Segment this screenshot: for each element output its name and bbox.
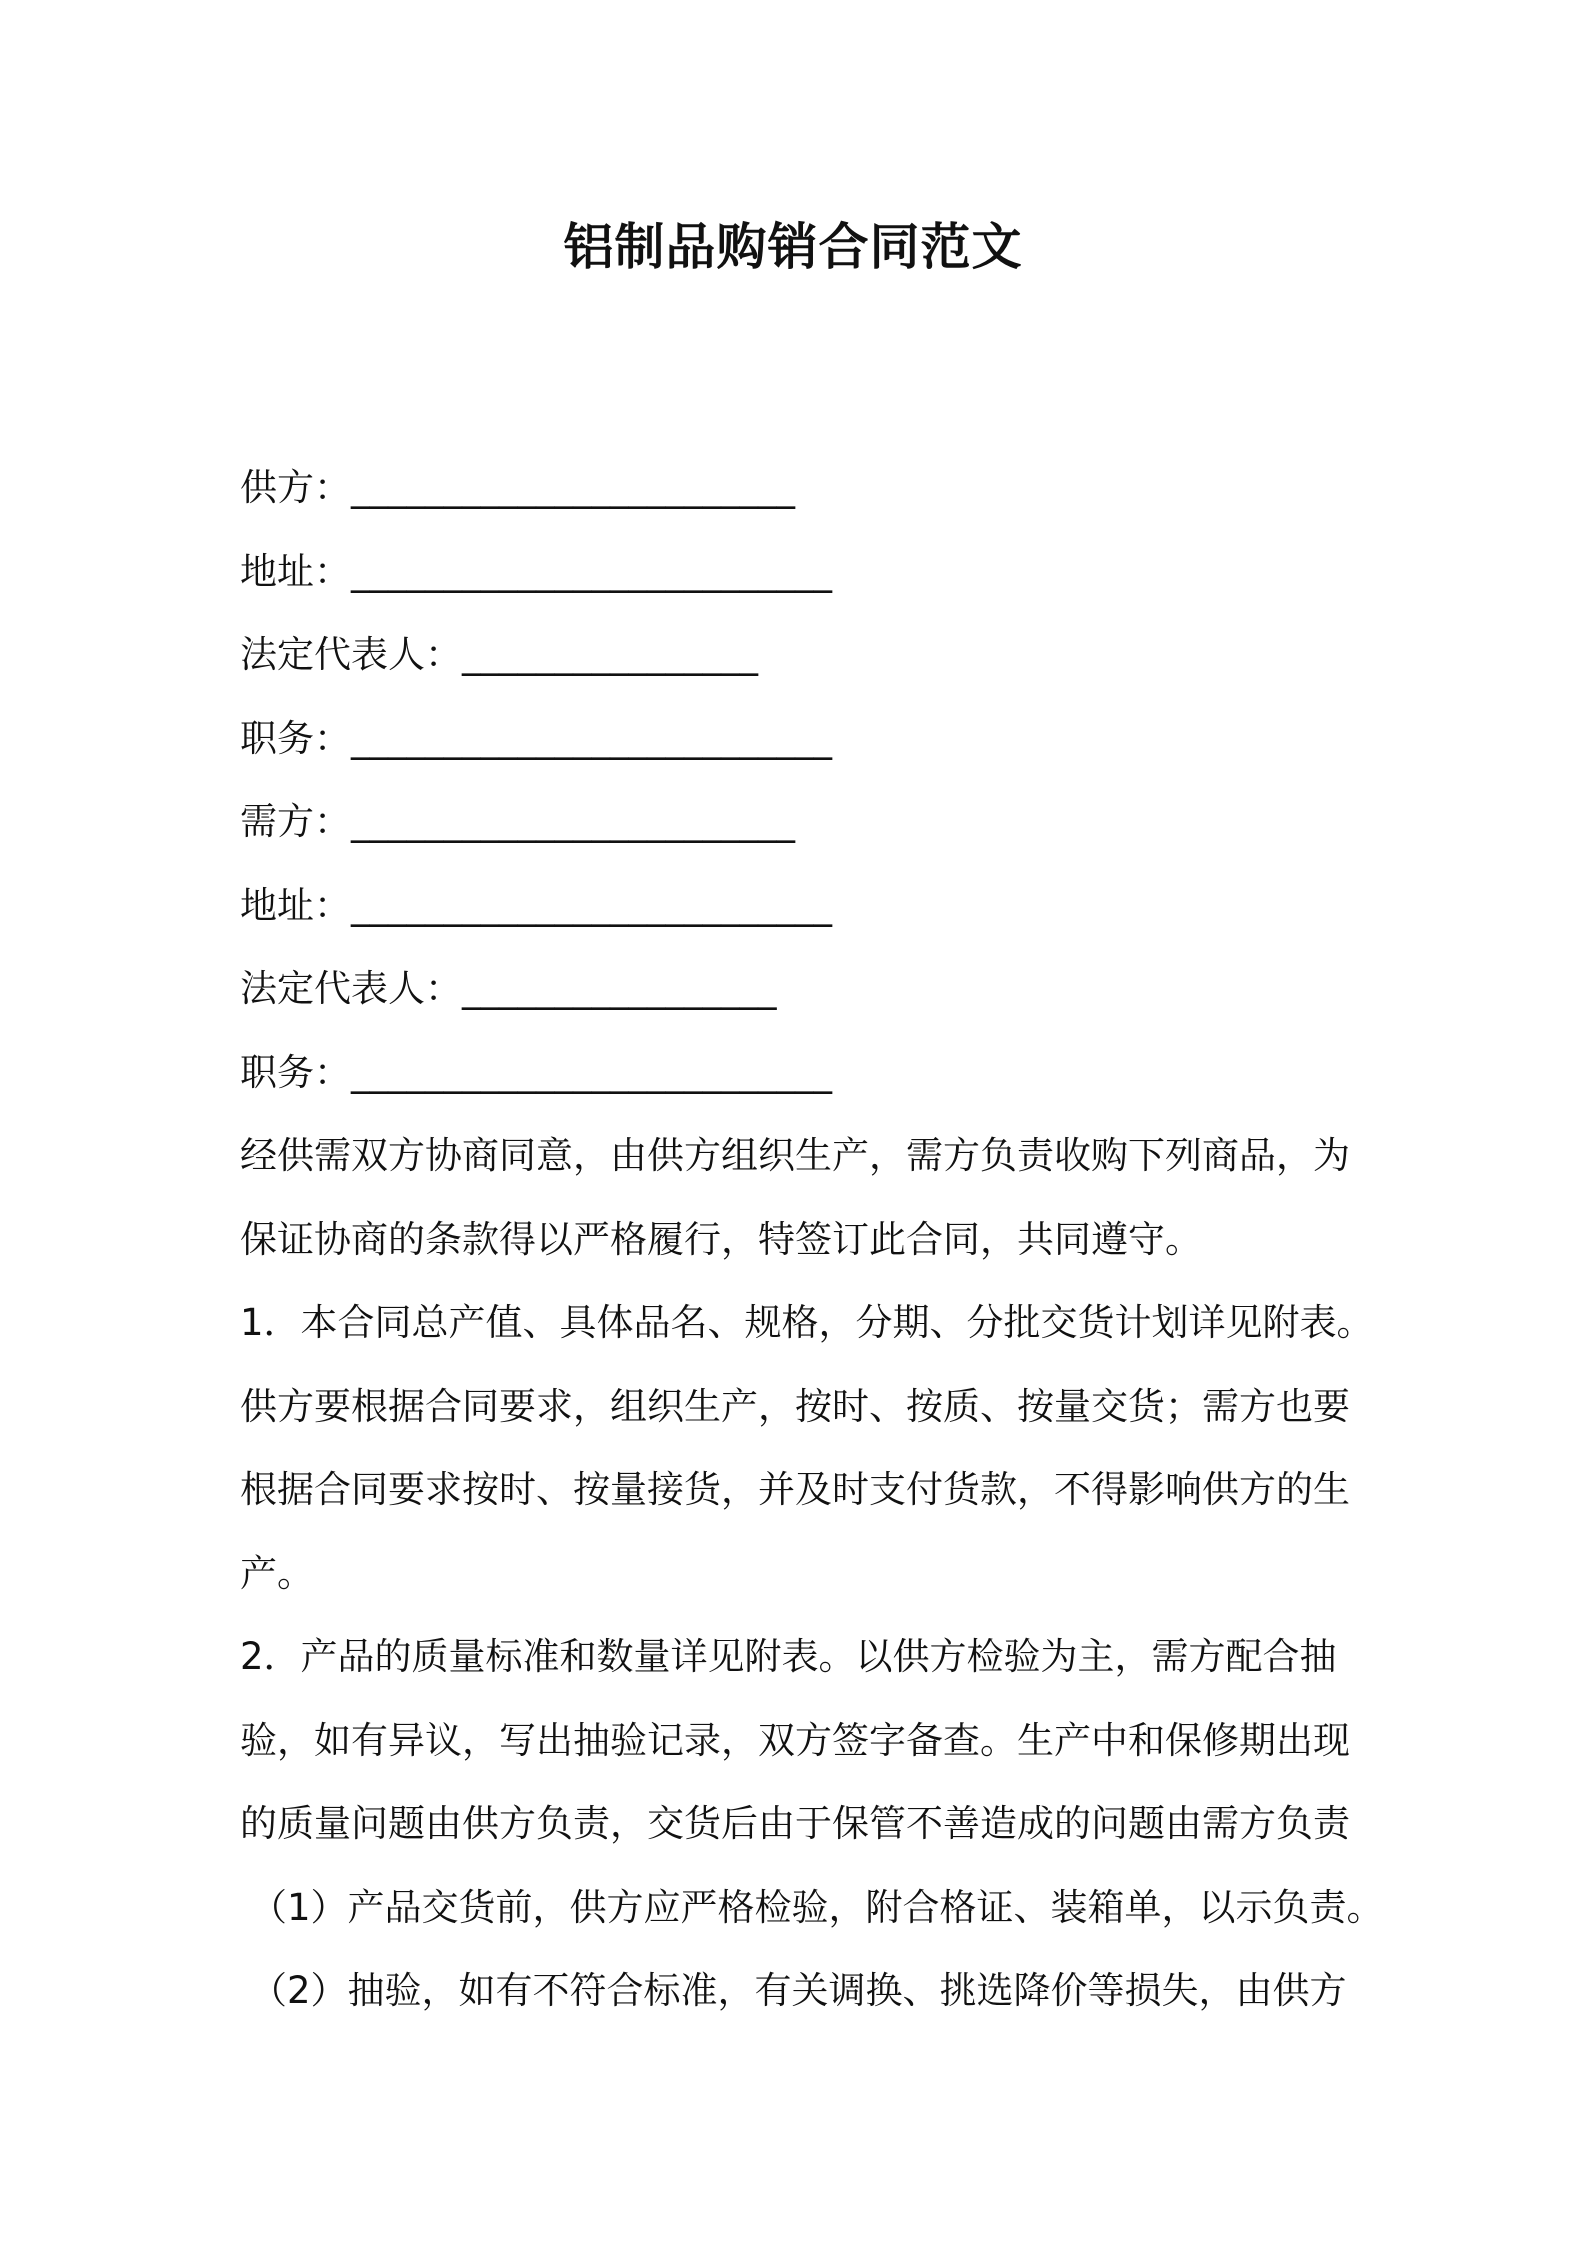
- field-label: 地址：: [240, 883, 351, 927]
- field-supplier-address: [240, 530, 1370, 614]
- field-blank: __________________________: [351, 883, 832, 927]
- field-blank: ________________________: [351, 800, 795, 843]
- paragraph-line: 经供需双方协商同意，由供方组织生产，需方负责收购下列商品，为: [240, 1134, 1350, 1177]
- field-supplier-position: [240, 697, 1370, 781]
- field-blank: _________________: [462, 967, 777, 1010]
- field-blank: __________________________: [351, 716, 832, 760]
- paragraph-line: 保证协商的条款得以严格履行，特签订此合同，共同遵守。: [240, 1217, 1202, 1261]
- field-blank: __________________________: [351, 549, 832, 593]
- field-blank: ________________________: [351, 466, 795, 509]
- field-label: 职务：: [240, 716, 351, 760]
- field-buyer-address: [240, 864, 1370, 948]
- field-label: 地址：: [240, 549, 351, 593]
- field-label: 职务：: [240, 1050, 351, 1094]
- clause-1-line: 1．本合同总产值、具体品名、规格，分期、分批交货计划详见附表。: [240, 1301, 1374, 1344]
- field-label: 法定代表人：: [240, 967, 462, 1010]
- sub-clause-1-line: （1）产品交货前，供方应严格检验，附合格证、装箱单，以示负责。: [250, 1885, 1384, 1929]
- clause-1-line: 根据合同要求按时、按量接货，并及时支付货款，不得影响供方的生: [240, 1468, 1350, 1511]
- field-blank: ________________: [462, 633, 758, 676]
- field-label: 需方：: [240, 800, 351, 843]
- field-supplier: [240, 446, 1370, 530]
- clause-2-line: 2．产品的质量标准和数量详见附表。以供方检验为主，需方配合抽: [240, 1635, 1337, 1678]
- clause-2-line: 的质量问题由供方负责，交货后由于保管不善造成的问题由需方负责: [240, 1802, 1350, 1845]
- sub-clause-2-line: （2）抽验，如有不符合标准，有关调换、挑选降价等损失，由供方: [250, 1969, 1347, 2012]
- field-label: 供方：: [240, 466, 351, 509]
- field-buyer-position: [240, 1031, 1370, 1115]
- field-blank: __________________________: [351, 1050, 832, 1094]
- field-label: 法定代表人：: [240, 633, 462, 676]
- field-buyer-representative: [240, 947, 1370, 1031]
- document-body: [240, 446, 1384, 2033]
- field-buyer: [240, 780, 1370, 864]
- clause-2-line: 验，如有异议，写出抽验记录，双方签字备查。生产中和保修期出现: [240, 1718, 1350, 1762]
- clause-1-line: 供方要根据合同要求，组织生产，按时、按质、按量交货；需方也要: [240, 1384, 1350, 1428]
- document-title: 铝制品购销合同范文: [563, 218, 1023, 276]
- clause-1-line: 产。: [240, 1551, 314, 1595]
- field-supplier-representative: [240, 613, 1370, 697]
